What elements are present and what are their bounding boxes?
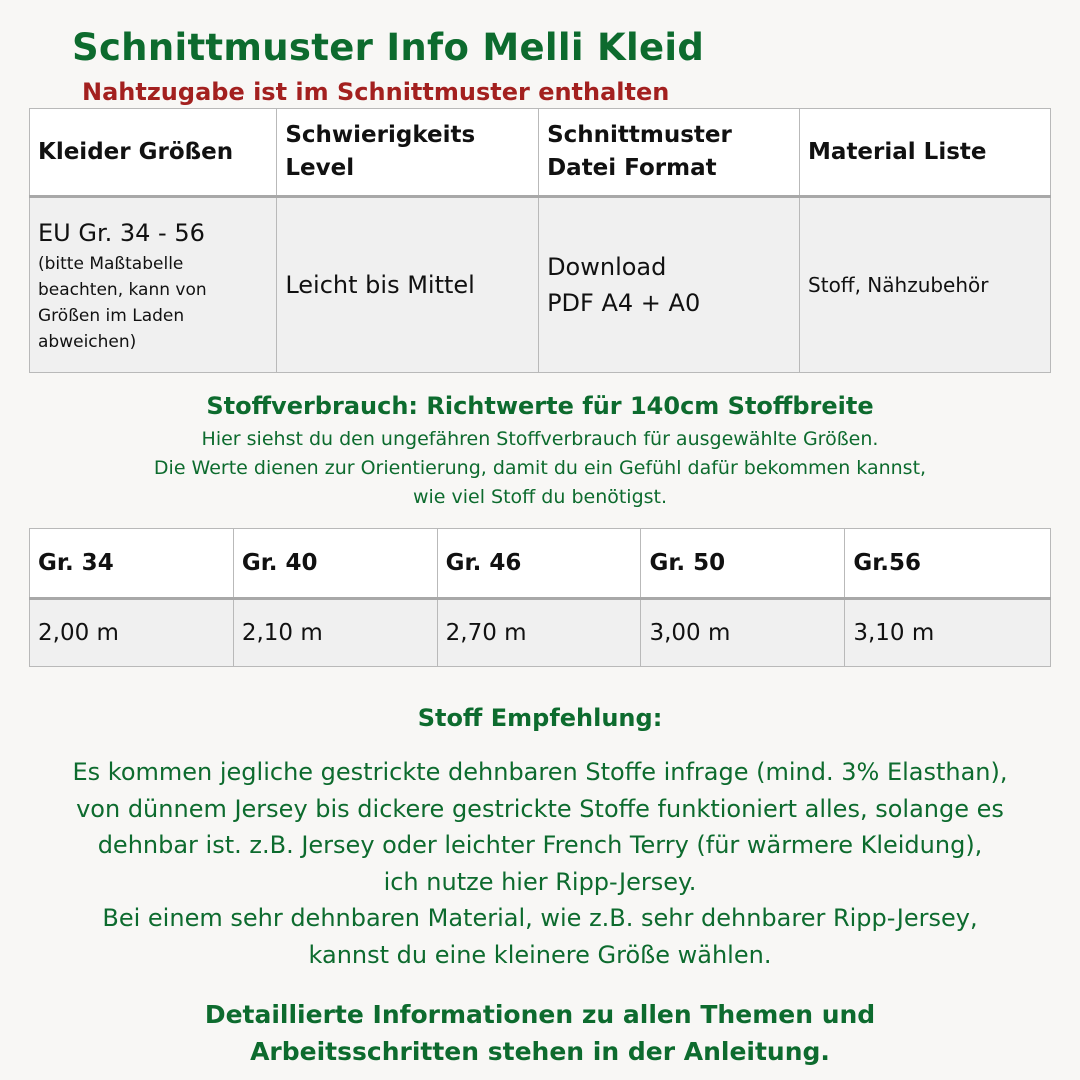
- size-header-cell: Gr. 46: [437, 529, 641, 599]
- recommendation-line: kannst du eine kleinere Größe wählen.: [308, 940, 772, 969]
- cell-level: Leicht bis Mittel: [277, 197, 539, 373]
- amount-cell: 2,70 m: [437, 599, 641, 667]
- table-row: [30, 599, 1051, 667]
- footer-note: [0, 996, 1080, 1070]
- cell-sizes: EU Gr. 34 - 56 (bitte Maßtabelle beachten, kann von Größen im Laden abweichen): [30, 197, 277, 373]
- amount-cell: 3,00 m: [641, 599, 845, 667]
- size-header-cell: Gr. 50: [641, 529, 845, 599]
- recommendation-line: ich nutze hier Ripp-Jersey.: [383, 867, 697, 896]
- header-cell-format: Schnittmuster Datei Format: [539, 109, 800, 197]
- description-line: Die Werte dienen zur Orientierung, damit du ein Gefühl dafür bekommen kannst,: [153, 457, 927, 479]
- pattern-info-table: [29, 108, 1051, 373]
- header-cell-level: Schwierigkeits Level: [277, 109, 539, 197]
- footer-line: Detaillierte Informationen zu allen Themen und: [204, 1000, 876, 1029]
- table-row: [30, 197, 1051, 373]
- fabric-recommendation-text: [0, 754, 1080, 973]
- page-subtitle: Nahtzugabe ist im Schnittmuster enthalten: [82, 78, 670, 106]
- recommendation-line: Bei einem sehr dehnbaren Material, wie z.B. sehr dehnbarer Ripp-Jersey,: [102, 904, 978, 932]
- table-header-row: [30, 529, 1051, 599]
- amount-cell: 2,10 m: [233, 599, 437, 667]
- size-header-cell: Gr.56: [845, 529, 1051, 599]
- size-header-cell: Gr. 40: [233, 529, 437, 599]
- cell-material: Stoff, Nähzubehör: [800, 197, 1051, 373]
- fabric-usage-description: [0, 425, 1080, 512]
- table-header-row: [30, 109, 1051, 197]
- description-line: wie viel Stoff du benötigst.: [412, 486, 668, 508]
- size-header-cell: Gr. 34: [30, 529, 234, 599]
- fabric-usage-heading: Stoffverbrauch: Richtwerte für 140cm Stoffbreite: [206, 392, 874, 420]
- fabric-usage-table: [29, 528, 1051, 667]
- page-title: Schnittmuster Info Melli Kleid: [72, 26, 705, 69]
- amount-cell: 3,10 m: [845, 599, 1051, 667]
- cell-format: Download PDF A4 + A0: [539, 197, 800, 373]
- description-line: Hier siehst du den ungefähren Stoffverbrauch für ausgewählte Größen.: [201, 428, 879, 450]
- header-cell-sizes: Kleider Größen: [30, 109, 277, 197]
- fabric-recommendation-heading: Stoff Empfehlung:: [417, 704, 663, 732]
- amount-cell: 2,00 m: [30, 599, 234, 667]
- recommendation-line: von dünnem Jersey bis dickere gestrickte Stoffe funktioniert alles, solange es: [76, 794, 1004, 823]
- recommendation-line: dehnbar ist. z.B. Jersey oder leichter French Terry (für wärmere Kleidung),: [97, 831, 983, 859]
- header-cell-material: Material Liste: [800, 109, 1051, 197]
- footer-line: Arbeitsschritten stehen in der Anleitung.: [250, 1037, 830, 1066]
- recommendation-line: Es kommen jegliche gestrickte dehnbaren Stoffe infrage (mind. 3% Elasthan),: [72, 758, 1008, 786]
